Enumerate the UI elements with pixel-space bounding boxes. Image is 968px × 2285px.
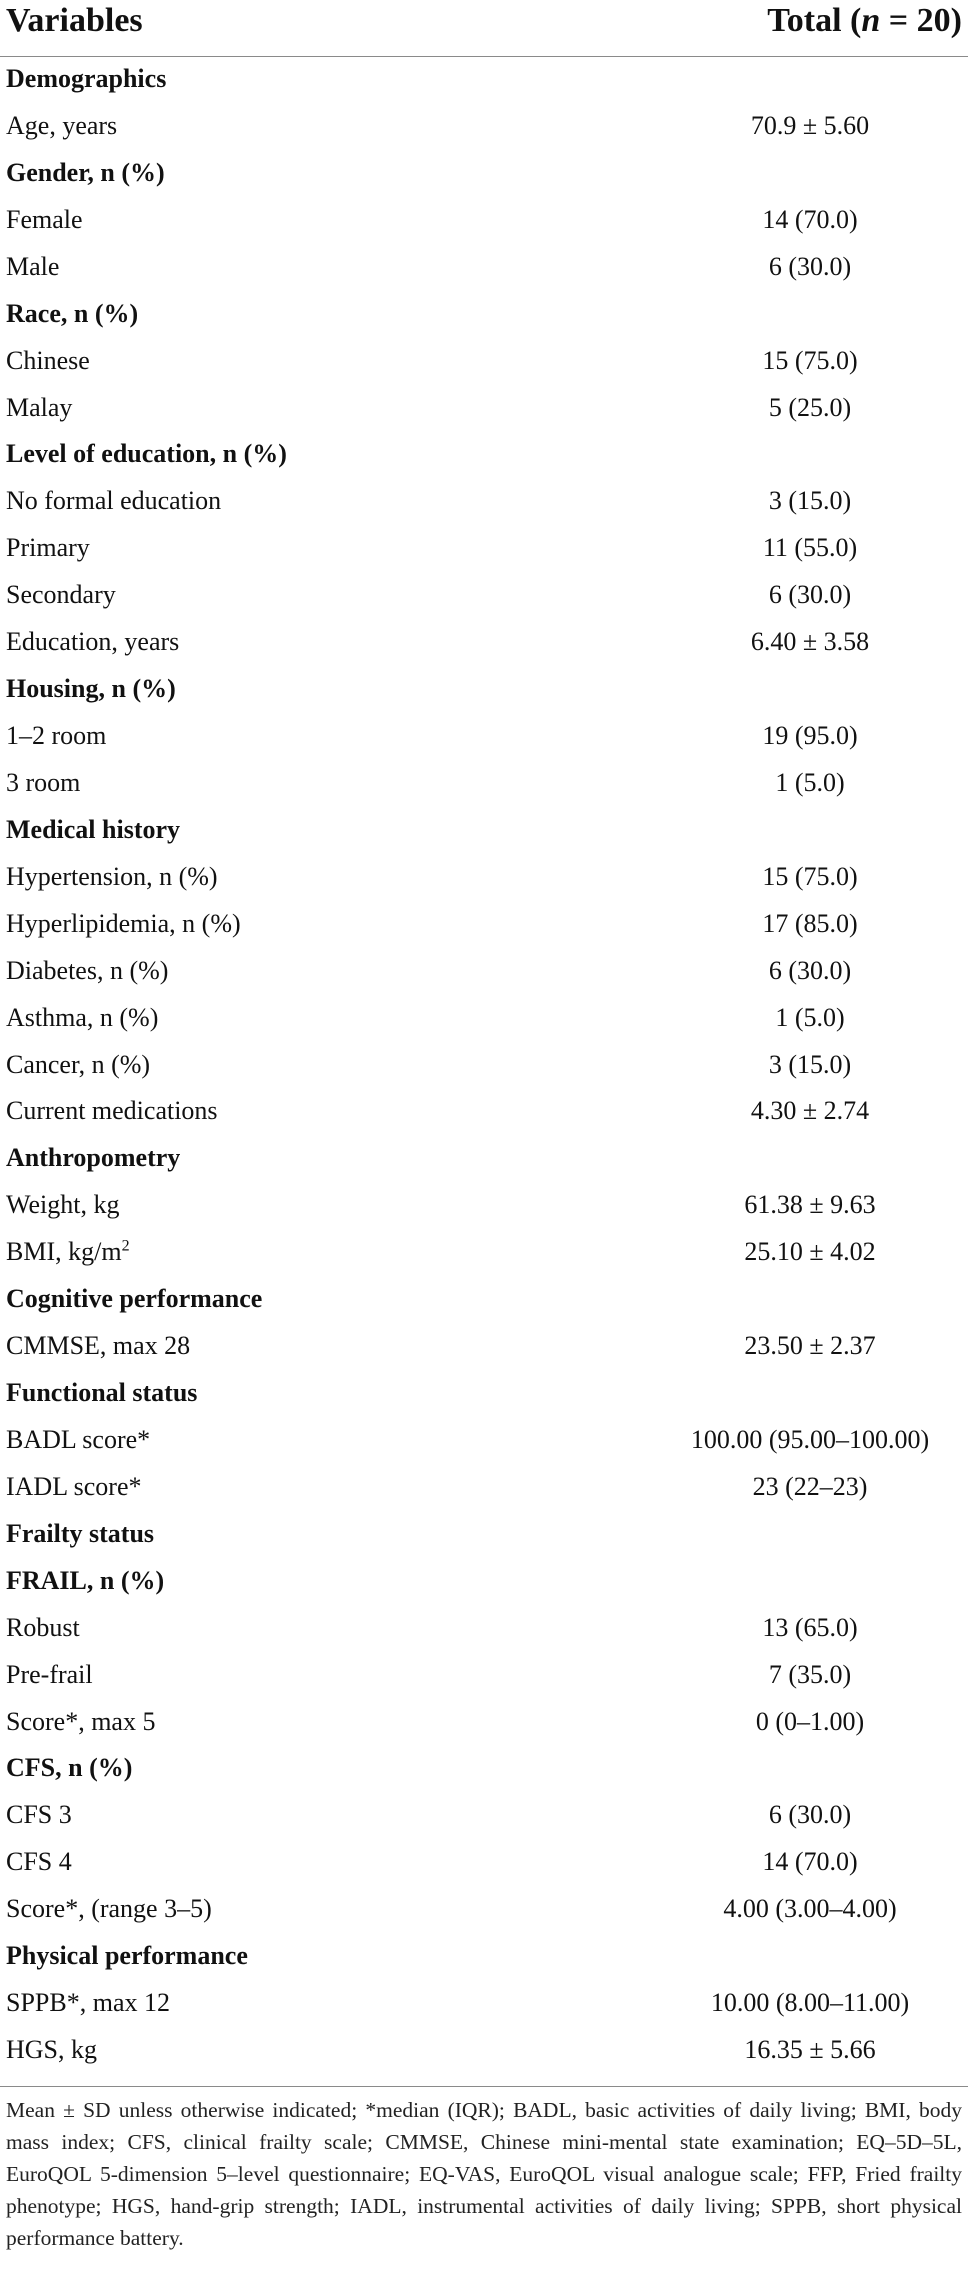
row-value: 6 (30.0): [768, 251, 852, 281]
row-label: Functional status: [6, 1378, 198, 1408]
section-heading-row: [0, 152, 968, 199]
row-label: Gender, n (%): [6, 157, 165, 187]
row-label: Chinese: [6, 345, 90, 375]
table-row: [0, 1982, 968, 2029]
row-value: 10.00 (8.00–11.00): [710, 1988, 910, 2018]
table-row: [0, 950, 968, 997]
table-row: [0, 527, 968, 574]
table-row: [0, 1231, 968, 1278]
table-row: [0, 1888, 968, 1935]
row-label: 1–2 room: [6, 721, 107, 751]
table-row: [0, 1607, 968, 1654]
row-label: SPPB*, max 12: [6, 1988, 170, 2018]
row-value: 4.00 (3.00–4.00): [723, 1894, 897, 1924]
row-label: Cancer, n (%): [6, 1049, 151, 1079]
row-value: 70.9 ± 5.60: [750, 110, 870, 140]
table-footnote: Mean ± SD unless otherwise indicated; *median (IQR); BADL, basic activities of daily living; BMI, body mass index; CFS, clinical frailty scale; CMMSE, Chinese mini-mental state examination; EQ–5D–5L, EuroQOL 5-dimension 5–level questionnaire; EQ-VAS, EuroQOL visual analogue scale; FFP, Fried frailty phenotype; HGS, hand-grip strength; IADL, instrumental activities of daily living; SPPB, short physical performance battery.: [6, 2098, 962, 2250]
row-value: 6 (30.0): [768, 1800, 852, 1830]
section-heading-row: [0, 1935, 968, 1982]
table-row: [0, 1794, 968, 1841]
row-label: Score*, (range 3–5): [6, 1894, 212, 1924]
table-row: [0, 246, 968, 293]
table-row: [0, 1184, 968, 1231]
header-total-suffix: = 20): [880, 2, 962, 39]
row-label: Malay: [6, 392, 73, 422]
table-row: [0, 1090, 968, 1137]
row-label: No formal education: [6, 486, 222, 516]
section-heading-row: [0, 1560, 968, 1607]
row-label: Asthma, n (%): [6, 1002, 159, 1032]
row-label: Race, n (%): [6, 298, 139, 328]
table-row: [0, 340, 968, 387]
row-label: Housing, n (%): [6, 674, 176, 704]
row-value: 14 (70.0): [762, 204, 858, 234]
row-value: 4.30 ± 2.74: [750, 1096, 870, 1126]
table-header: [0, 0, 968, 57]
section-heading-row: [0, 58, 968, 105]
table-row: [0, 105, 968, 152]
row-label: IADL score*: [6, 1471, 142, 1501]
section-heading-row: [0, 293, 968, 340]
row-value: 3 (15.0): [768, 1049, 852, 1079]
row-value: 6 (30.0): [768, 580, 852, 610]
section-heading-row: [0, 1137, 968, 1184]
row-value: 23.50 ± 2.37: [744, 1331, 876, 1361]
row-label: Education, years: [6, 627, 180, 657]
row-label: BMI, $kg/m^2$: [6, 1237, 130, 1267]
row-label: Male: [6, 251, 60, 281]
table-row: [0, 856, 968, 903]
row-label: Demographics: [6, 64, 167, 93]
table-row: [0, 1419, 968, 1466]
table-row: [0, 1701, 968, 1748]
row-label-superscript: 2: [121, 1237, 130, 1255]
row-label: Hypertension, n (%): [6, 861, 218, 891]
row-label: Level of education, n (%): [6, 439, 287, 469]
row-label: Medical history: [6, 814, 181, 844]
table-row: [0, 574, 968, 621]
section-heading-row: [0, 668, 968, 715]
row-value: 15 (75.0): [762, 861, 858, 891]
row-value: 6 (30.0): [768, 955, 852, 985]
section-heading-row: [0, 433, 968, 480]
row-value: 11 (55.0): [762, 533, 858, 563]
row-label: Robust: [6, 1612, 80, 1642]
table-row: [0, 1466, 968, 1513]
row-value: 6.40 ± 3.58: [750, 627, 870, 657]
header-total-prefix: Total (: [767, 2, 862, 39]
section-heading-row: [0, 1513, 968, 1560]
table-row: [0, 1044, 968, 1091]
row-value: 23 (22–23): [752, 1471, 868, 1501]
table-row: [0, 2029, 968, 2076]
row-label: Score*, max 5: [6, 1706, 156, 1736]
row-label: HGS, kg: [6, 2035, 98, 2065]
table-row: [0, 1325, 968, 1372]
row-label: CFS 3: [6, 1800, 72, 1830]
table-row: [0, 715, 968, 762]
row-label: Cognitive performance: [6, 1284, 263, 1314]
table-row: [0, 621, 968, 668]
section-heading-row: [0, 1278, 968, 1325]
row-label: Physical performance: [6, 1941, 248, 1971]
table-row: [0, 480, 968, 527]
row-label: CFS 4: [6, 1847, 72, 1877]
row-label: BADL score*: [6, 1424, 151, 1454]
row-label: CMMSE, max 28: [6, 1331, 191, 1361]
row-value: 1 (5.0): [775, 1002, 845, 1032]
section-heading-row: [0, 809, 968, 856]
row-label: Primary: [6, 533, 90, 563]
table-row: [0, 903, 968, 950]
row-label: Hyperlipidemia, n (%): [6, 908, 241, 938]
row-value: 25.10 ± 4.02: [744, 1237, 876, 1267]
row-label: CFS, n (%): [6, 1753, 133, 1783]
row-value: 16.35 ± 5.66: [744, 2035, 876, 2065]
row-label: Age, years: [6, 110, 118, 140]
row-value: 19 (95.0): [762, 721, 858, 751]
table-row: [0, 1654, 968, 1701]
row-value: 7 (35.0): [768, 1659, 852, 1689]
table-row: [0, 997, 968, 1044]
row-label: Weight, kg: [6, 1190, 120, 1220]
row-label: Current medications: [6, 1096, 218, 1126]
row-label: Female: [6, 204, 83, 234]
header-variables: Variables: [6, 2, 143, 39]
section-heading-row: [0, 1747, 968, 1794]
row-label: Secondary: [6, 580, 116, 610]
row-label: FRAIL, n (%): [6, 1565, 165, 1595]
row-value: 1 (5.0): [775, 767, 845, 797]
row-value: 5 (25.0): [768, 392, 852, 422]
row-value: 15 (75.0): [762, 345, 858, 375]
row-label: Diabetes, n (%): [6, 955, 169, 985]
row-value: 0 (0–1.00): [755, 1706, 865, 1736]
header-total-n: n: [861, 2, 881, 39]
row-label: Pre-frail: [6, 1659, 93, 1689]
footnote-divider: [0, 2086, 968, 2087]
table-row: [0, 199, 968, 246]
row-value: 17 (85.0): [762, 908, 858, 938]
section-heading-row: [0, 1372, 968, 1419]
row-value: 61.38 ± 9.63: [744, 1190, 876, 1220]
table-row: [0, 762, 968, 809]
header-total: [767, 2, 962, 40]
table-row: [0, 387, 968, 434]
table-row: [0, 1841, 968, 1888]
row-value: 14 (70.0): [762, 1847, 858, 1877]
row-label: Frailty status: [6, 1518, 155, 1548]
row-label: Anthropometry: [6, 1143, 181, 1173]
row-value: 3 (15.0): [768, 486, 852, 516]
row-value: 13 (65.0): [762, 1612, 858, 1642]
row-value: 100.00 (95.00–100.00): [690, 1424, 930, 1454]
row-label: 3 room: [6, 767, 81, 797]
